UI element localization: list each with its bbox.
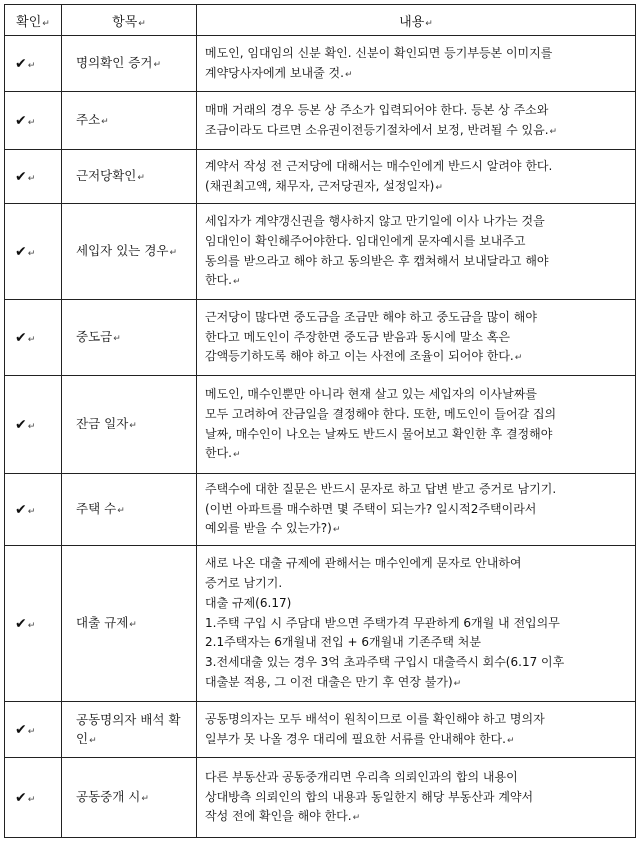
content-text: 대출 규제(6.17) [205, 595, 292, 610]
item-cell [62, 92, 197, 150]
content-text: (채권최고액, 채무자, 근저당권자, 설정일자) [205, 178, 435, 193]
check-cell [5, 300, 62, 376]
content-text: 동의를 받으라고 해야 하고 동의받은 후 캡쳐해서 보내달라고 해야 [205, 253, 549, 268]
content-line [205, 328, 629, 348]
paragraph-mark-icon: ↵ [141, 794, 149, 805]
paragraph-mark-icon: ↵ [27, 60, 36, 71]
content-text: 계약당사자에게 보내줄 것. [205, 65, 344, 80]
table-row [5, 150, 636, 204]
header-item-label: 항목 [112, 14, 138, 30]
checkmark-icon: ✔ [15, 112, 27, 129]
paragraph-mark-icon: ↵ [169, 248, 178, 259]
paragraph-mark-icon: ↵ [129, 421, 137, 432]
paragraph-mark-icon: ↵ [138, 18, 146, 29]
item-label: 공동명의자 배석 확인 [76, 712, 181, 746]
paragraph-mark-icon: ↵ [453, 678, 462, 689]
paragraph-mark-icon: ↵ [514, 353, 523, 364]
content-text: 1.주택 구입 시 주담대 받으면 주택가격 무관하게 6개월 내 전입의무 [205, 615, 560, 630]
table-row [5, 376, 636, 474]
content-text: 한다. [205, 446, 232, 461]
content-line [205, 614, 629, 634]
paragraph-mark-icon: ↵ [42, 18, 50, 29]
content-line [205, 500, 629, 520]
paragraph-mark-icon: ↵ [425, 18, 433, 29]
content-line [205, 405, 629, 425]
check-cell [5, 758, 62, 838]
checkmark-icon: ✔ [15, 789, 27, 806]
content-line [205, 633, 629, 653]
check-cell [5, 92, 62, 150]
item-cell [62, 300, 197, 376]
table-row [5, 92, 636, 150]
paragraph-mark-icon: ↵ [27, 421, 36, 432]
item-label: 주소 [76, 112, 101, 128]
content-cell [197, 300, 636, 376]
check-cell [5, 702, 62, 758]
content-text: 모두 고려하여 잔금일을 결정해야 한다. 또한, 메도인이 들어갈 집의 [205, 406, 557, 421]
content-text: 임대인이 확인해주어야한다. 임대인에게 문자예시를 보내주고 [205, 233, 526, 248]
checklist-table [4, 4, 636, 838]
paragraph-mark-icon: ↵ [101, 117, 109, 128]
content-text: 대출분 적용, 그 이전 대출은 만기 후 연장 불가) [205, 674, 453, 689]
content-line [205, 788, 629, 808]
item-label: 대출 규제 [76, 615, 129, 631]
content-text: 조금이라도 다르면 소유권이전등기절차에서 보정, 반려될 수 있음. [205, 122, 549, 137]
content-cell [197, 204, 636, 300]
content-text: 일부가 못 나올 경우 대리에 필요한 서류를 안내해야 한다. [205, 731, 506, 746]
item-label: 세입자 있는 경우 [76, 243, 169, 259]
content-line [205, 807, 629, 827]
content-line [205, 425, 629, 445]
table-row [5, 36, 636, 92]
content-line [205, 385, 629, 405]
content-cell [197, 474, 636, 546]
content-line [205, 101, 629, 121]
content-text: 계약서 작성 전 근저당에 대해서는 매수인에게 반드시 알려야 한다. [205, 158, 553, 173]
check-cell [5, 204, 62, 300]
paragraph-mark-icon: ↵ [27, 117, 36, 128]
content-line [205, 653, 629, 673]
table-row [5, 758, 636, 838]
item-label: 공동중개 시 [76, 789, 141, 805]
paragraph-mark-icon: ↵ [153, 60, 161, 71]
item-label: 주택 수 [76, 501, 117, 517]
header-content [197, 5, 636, 36]
header-content-label: 내용 [399, 14, 425, 30]
paragraph-mark-icon: ↵ [332, 525, 341, 536]
item-label: 근저당확인 [76, 168, 137, 184]
content-line [205, 480, 629, 500]
checkmark-icon: ✔ [15, 501, 27, 518]
item-cell [62, 758, 197, 838]
paragraph-mark-icon: ↵ [27, 726, 36, 737]
checkmark-icon: ✔ [15, 168, 27, 185]
table-row [5, 474, 636, 546]
content-line [205, 347, 629, 367]
header-item [62, 5, 197, 36]
content-cell [197, 150, 636, 204]
content-line [205, 710, 629, 730]
content-line [205, 519, 629, 539]
content-cell [197, 702, 636, 758]
content-text: 세입자가 계약갱신권을 행사하지 않고 만기일에 이사 나가는 것을 [205, 213, 545, 228]
paragraph-mark-icon: ↵ [344, 69, 353, 80]
header-check-label: 확인 [16, 14, 42, 30]
content-line [205, 44, 629, 64]
content-text: 날짜, 매수인이 나오는 날짜도 반드시 물어보고 확인한 후 결정해야 [205, 426, 553, 441]
item-cell [62, 204, 197, 300]
header-check [5, 5, 62, 36]
item-cell [62, 546, 197, 702]
content-line [205, 594, 629, 614]
content-text: 예외를 받을 수 있는가?) [205, 521, 332, 536]
content-text: 작성 전에 확인을 해야 한다. [205, 809, 352, 824]
content-text: 공동명의자는 모두 배석이 원칙이므로 이를 확인해야 하고 명의자 [205, 711, 545, 726]
paragraph-mark-icon: ↵ [27, 248, 36, 259]
paragraph-mark-icon: ↵ [435, 182, 443, 193]
content-text: 메도인, 매수인뿐만 아니라 현재 살고 있는 세입자의 이사날짜를 [205, 386, 537, 401]
content-text: 감액등기하도록 해야 하고 이는 사전에 조율이 되어야 한다. [205, 349, 514, 364]
check-cell [5, 474, 62, 546]
content-line [205, 121, 629, 141]
content-text: 매매 거래의 경우 등본 상 주소가 입력되어야 한다. 등본 상 주소와 [205, 102, 549, 117]
paragraph-mark-icon: ↵ [27, 334, 36, 345]
content-text: 2.1주택자는 6개월내 전입 + 6개월내 기존주택 처분 [205, 635, 481, 650]
content-text: 새로 나온 대출 규제에 관해서는 매수인에게 문자로 안내하여 [205, 556, 522, 571]
paragraph-mark-icon: ↵ [352, 813, 361, 824]
content-line [205, 554, 629, 574]
content-text: 주택수에 대한 질문은 반드시 문자로 하고 답변 받고 증거로 남기기. [205, 481, 557, 496]
table-row [5, 702, 636, 758]
table-row [5, 546, 636, 702]
content-text: 메도인, 임대임의 신분 확인. 신분이 확인되면 등기부등본 이미지를 [205, 45, 553, 60]
content-cell [197, 546, 636, 702]
content-line [205, 730, 629, 750]
paragraph-mark-icon: ↵ [129, 620, 137, 631]
content-line [205, 768, 629, 788]
check-cell [5, 376, 62, 474]
content-line [205, 271, 629, 291]
check-cell [5, 546, 62, 702]
content-cell [197, 758, 636, 838]
checkmark-icon: ✔ [15, 721, 27, 738]
table-row [5, 300, 636, 376]
content-line [205, 64, 629, 84]
content-line [205, 574, 629, 594]
content-text: 한다. [205, 273, 232, 288]
item-cell [62, 150, 197, 204]
content-text: 다른 부동산과 공동중개리면 우리측 의뢰인과의 합의 내용이 [205, 769, 518, 784]
content-line [205, 673, 629, 693]
paragraph-mark-icon: ↵ [89, 735, 97, 746]
paragraph-mark-icon: ↵ [137, 173, 145, 184]
header-row [5, 5, 636, 36]
item-cell [62, 702, 197, 758]
paragraph-mark-icon: ↵ [113, 334, 121, 345]
paragraph-mark-icon: ↵ [233, 277, 241, 288]
content-line [205, 444, 629, 464]
check-cell [5, 150, 62, 204]
item-label: 명의확인 증거 [76, 55, 153, 71]
checkmark-icon: ✔ [15, 55, 27, 72]
paragraph-mark-icon: ↵ [27, 620, 36, 631]
checkmark-icon: ✔ [15, 329, 27, 346]
content-text: 근저당이 많다면 중도금을 조금만 해야 하고 중도금을 많이 해야 [205, 309, 537, 324]
content-text: 증거로 남기기. [205, 576, 283, 590]
content-cell [197, 92, 636, 150]
content-text: 3.전세대출 있는 경우 3억 초과주택 구입시 대출즉시 회수(6.17 이후 [205, 655, 565, 670]
paragraph-mark-icon: ↵ [27, 506, 36, 517]
content-line [205, 212, 629, 232]
checkmark-icon: ✔ [15, 416, 27, 433]
paragraph-mark-icon: ↵ [506, 735, 515, 746]
checkmark-icon: ✔ [15, 615, 27, 632]
content-text: (이번 아파트를 매수하면 몇 주택이 되는가? 일시적2주택이라서 [205, 501, 537, 516]
content-text: 한다고 메도인이 주장한면 중도금 받음과 동시에 말소 혹은 [205, 329, 510, 344]
item-cell [62, 376, 197, 474]
checkmark-icon: ✔ [15, 243, 27, 260]
table-row [5, 204, 636, 300]
paragraph-mark-icon: ↵ [27, 794, 36, 805]
content-line [205, 252, 629, 272]
content-line [205, 308, 629, 328]
item-cell [62, 36, 197, 92]
content-cell [197, 36, 636, 92]
content-text: 상대방측 의뢰인의 합의 내용과 동일한지 해당 부동산과 계약서 [205, 789, 534, 804]
item-label: 잔금 일자 [76, 416, 129, 432]
content-cell [197, 376, 636, 474]
item-label: 중도금 [76, 329, 113, 345]
paragraph-mark-icon: ↵ [549, 126, 558, 137]
content-line [205, 177, 629, 197]
paragraph-mark-icon: ↵ [27, 173, 36, 184]
content-line [205, 157, 629, 177]
content-line [205, 232, 629, 252]
paragraph-mark-icon: ↵ [233, 450, 241, 461]
paragraph-mark-icon: ↵ [117, 506, 125, 517]
check-cell [5, 36, 62, 92]
item-cell [62, 474, 197, 546]
